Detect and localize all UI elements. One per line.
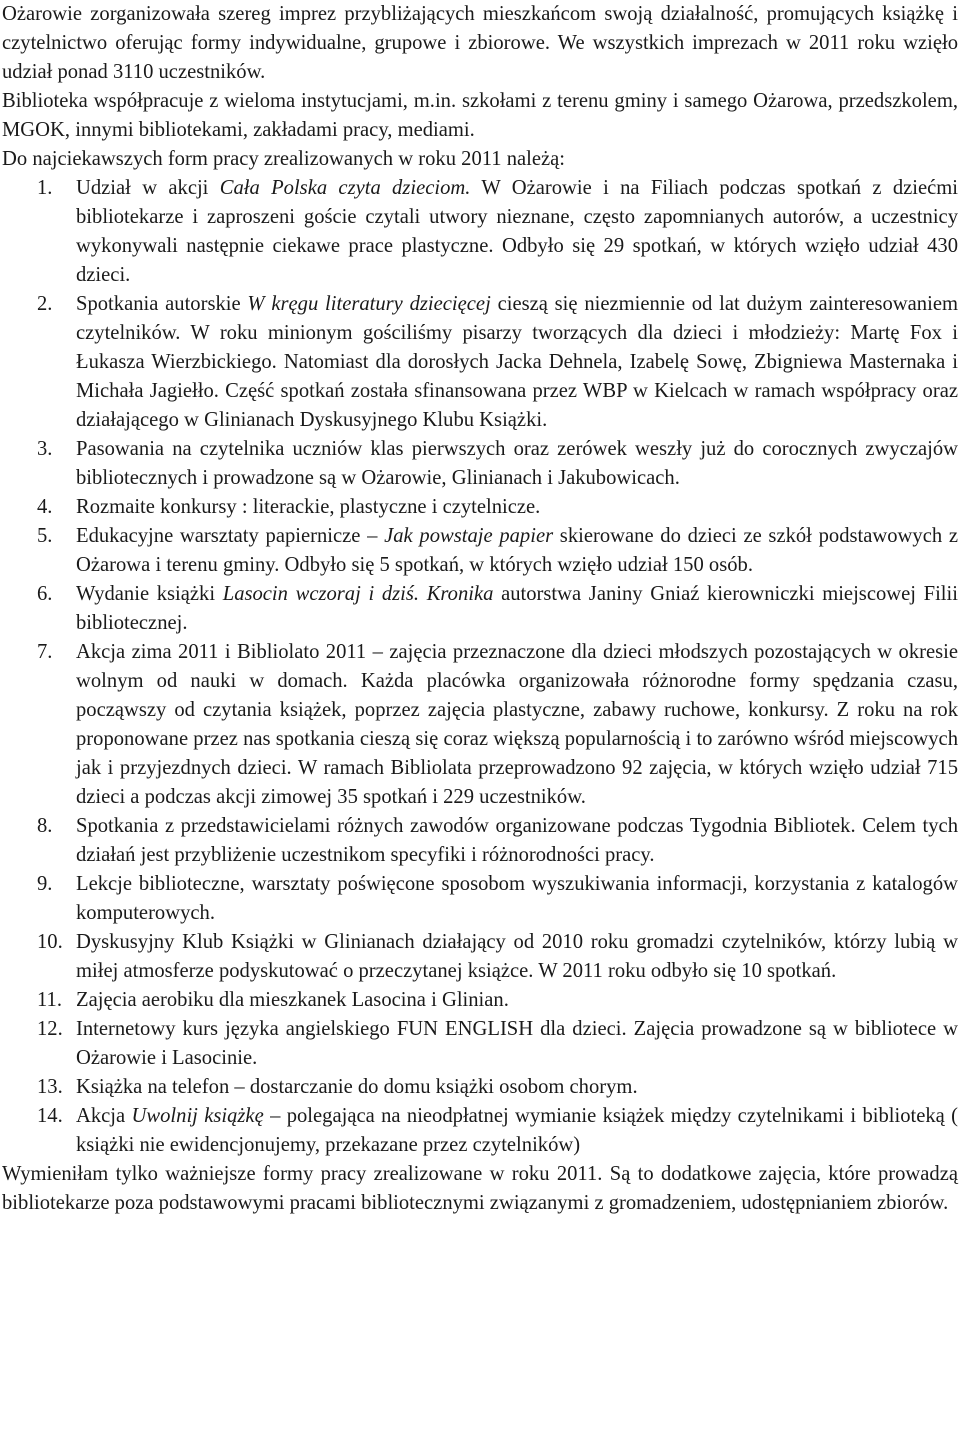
list-intro: Do najciekawszych form pracy zrealizowanych w roku 2011 należą: (2, 148, 566, 170)
item-text: Lekcje biblioteczne, warsztaty poświęcone sposobom wyszukiwania informacji, korzystania z katalogów komputerowych. (76, 873, 958, 924)
item-number: 10. (37, 931, 63, 953)
item-text: Spotkania z przedstawicielami różnych zawodów organizowane podczas Tygodnia Bibliotek. Celem tych działań jest przybliżenie uczestnikom specyfiki i różnorodności pracy. (76, 815, 958, 866)
item-number: 7. (37, 641, 53, 663)
item-text: Udział w akcji Cała Polska czyta dzieciom. W Ożarowie i na Filiach podczas spotkań z dziećmi bibliotekarze i zaproszeni goście czytali utwory nieznane, często zapomnianych autorów, a uczestnicy wykonywali następnie ciekawe prace plastyczne. Odbyło się 29 spotkań, w których wzięło udział 430 dzieci. (76, 177, 959, 286)
item-number: 12. (37, 1018, 63, 1040)
item-number: 1. (37, 177, 53, 199)
item-text: Spotkania autorskie W kręgu literatury dziecięcej cieszą się niezmiennie od lat dużym zainteresowaniem czytelników. W roku minionym gościliśmy pisarzy tworzących dla dzieci i młodzieży: Martę Fox i Łukasza Wierzbickiego. Natomiast dla dorosłych Jacka Dehnela, Izabelę Sowę, Zbigniewa Masternaka i Michała Jagiełło. Część spotkań została sfinansowana przez WBP w Kielcach w ramach współpracy oraz działającego w Glinianach Dyskusyjnego Klubu Książki. (76, 293, 958, 431)
list-item (2, 812, 958, 870)
item-text: Książka na telefon – dostarczanie do domu książki osobom chorym. (76, 1076, 638, 1098)
list-item (2, 1102, 958, 1160)
item-number: 2. (37, 293, 53, 315)
list-item (2, 638, 958, 812)
list-item (2, 1015, 958, 1073)
list-item (2, 290, 958, 435)
item-text: Dyskusyjny Klub Książki w Glinianach działający od 2010 roku gromadzi czytelników, którzy lubią w miłej atmosferze podyskutować o przeczytanej książce. W 2011 roku odbyło się 10 spotkań. (76, 931, 958, 982)
activities-list (2, 174, 958, 1160)
list-item (2, 174, 958, 290)
list-item (2, 928, 958, 986)
item-number: 8. (37, 815, 53, 837)
item-number: 3. (37, 438, 53, 460)
list-item (2, 870, 958, 928)
item-text: Edukacyjne warsztaty papiernicze – Jak powstaje papier skierowane do dzieci ze szkół podstawowych z Ożarowa i terenu gminy. Odbyło się 5 spotkań, w których wzięło udział 150 osób. (76, 525, 958, 576)
item-number: 14. (37, 1105, 63, 1127)
list-item (2, 580, 958, 638)
item-number: 5. (37, 525, 53, 547)
item-text: Pasowania na czytelnika uczniów klas pierwszych oraz zerówek weszły już do corocznych zwyczajów bibliotecznych i prowadzone są w Ożarowie, Glinianach i Jakubowicach. (76, 438, 958, 489)
item-number: 6. (37, 583, 53, 605)
list-item (2, 1073, 958, 1102)
item-text: Zajęcia aerobiku dla mieszkanek Lasocina i Glinian. (76, 989, 509, 1011)
closing-paragraph: Wymieniłam tylko ważniejsze formy pracy zrealizowane w roku 2011. Są to dodatkowe zajęcia, które prowadzą bibliotekarze poza podstawowymi pracami bibliotecznymi związanymi z gromadzeniem, udostępnianiem zbiorów. (2, 1163, 958, 1214)
item-text: Akcja zima 2011 i Bibliolato 2011 – zajęcia przeznaczone dla dzieci młodszych pozostających w okresie wolnym od nauki w domach. Każda placówka organizowała różnorodne formy spędzania czasu, począwszy od czytania książek, poprzez zajęcia plastyczne, zabawy ruchowe, konkursy. Z roku na rok proponowane przez nas spotkania cieszą się coraz większą popularnością i to zarówno wśród miejscowych jak i przyjezdnych dzieci. W ramach Bibliolata przeprowadzono 92 zajęcia, w których wzięło udział 715 dzieci a podczas akcji zimowej 35 spotkań i 229 uczestników. (76, 641, 958, 808)
item-text: Rozmaite konkursy : literackie, plastyczne i czytelnicze. (76, 496, 541, 518)
item-text: Internetowy kurs języka angielskiego FUN ENGLISH dla dzieci. Zajęcia prowadzone są w bibliotece w Ożarowie i Lasocinie. (76, 1018, 958, 1069)
item-number: 9. (37, 873, 53, 895)
cooperation-paragraph: Biblioteka współpracuje z wieloma instytucjami, m.in. szkołami z terenu gminy i samego Ożarowa, przedszkolem, MGOK, innymi bibliotekami, zakładami pracy, mediami. (2, 90, 958, 141)
list-item (2, 435, 958, 493)
intro-paragraph: Ożarowie zorganizowała szereg imprez przybliżających mieszkańcom swoją działalność, promujących książkę i czytelnictwo oferując formy indywidualne, grupowe i zbiorowe. We wszystkich imprezach w 2011 roku wzięło udział ponad 3110 uczestników. (2, 3, 958, 83)
item-text: Wydanie książki Lasocin wczoraj i dziś. Kronika autorstwa Janiny Gniaź kierowniczki miejscowej Filii bibliotecznej. (76, 583, 958, 634)
list-item (2, 986, 958, 1015)
item-text: Akcja Uwolnij książkę – polegająca na nieodpłatnej wymianie książek między czytelnikami i biblioteką ( książki nie ewidencjonujemy, przekazane przez czytelników) (76, 1105, 959, 1156)
item-number: 4. (37, 496, 53, 518)
item-number: 11. (37, 989, 62, 1011)
list-item (2, 493, 958, 522)
item-number: 13. (37, 1076, 63, 1098)
list-item (2, 522, 958, 580)
